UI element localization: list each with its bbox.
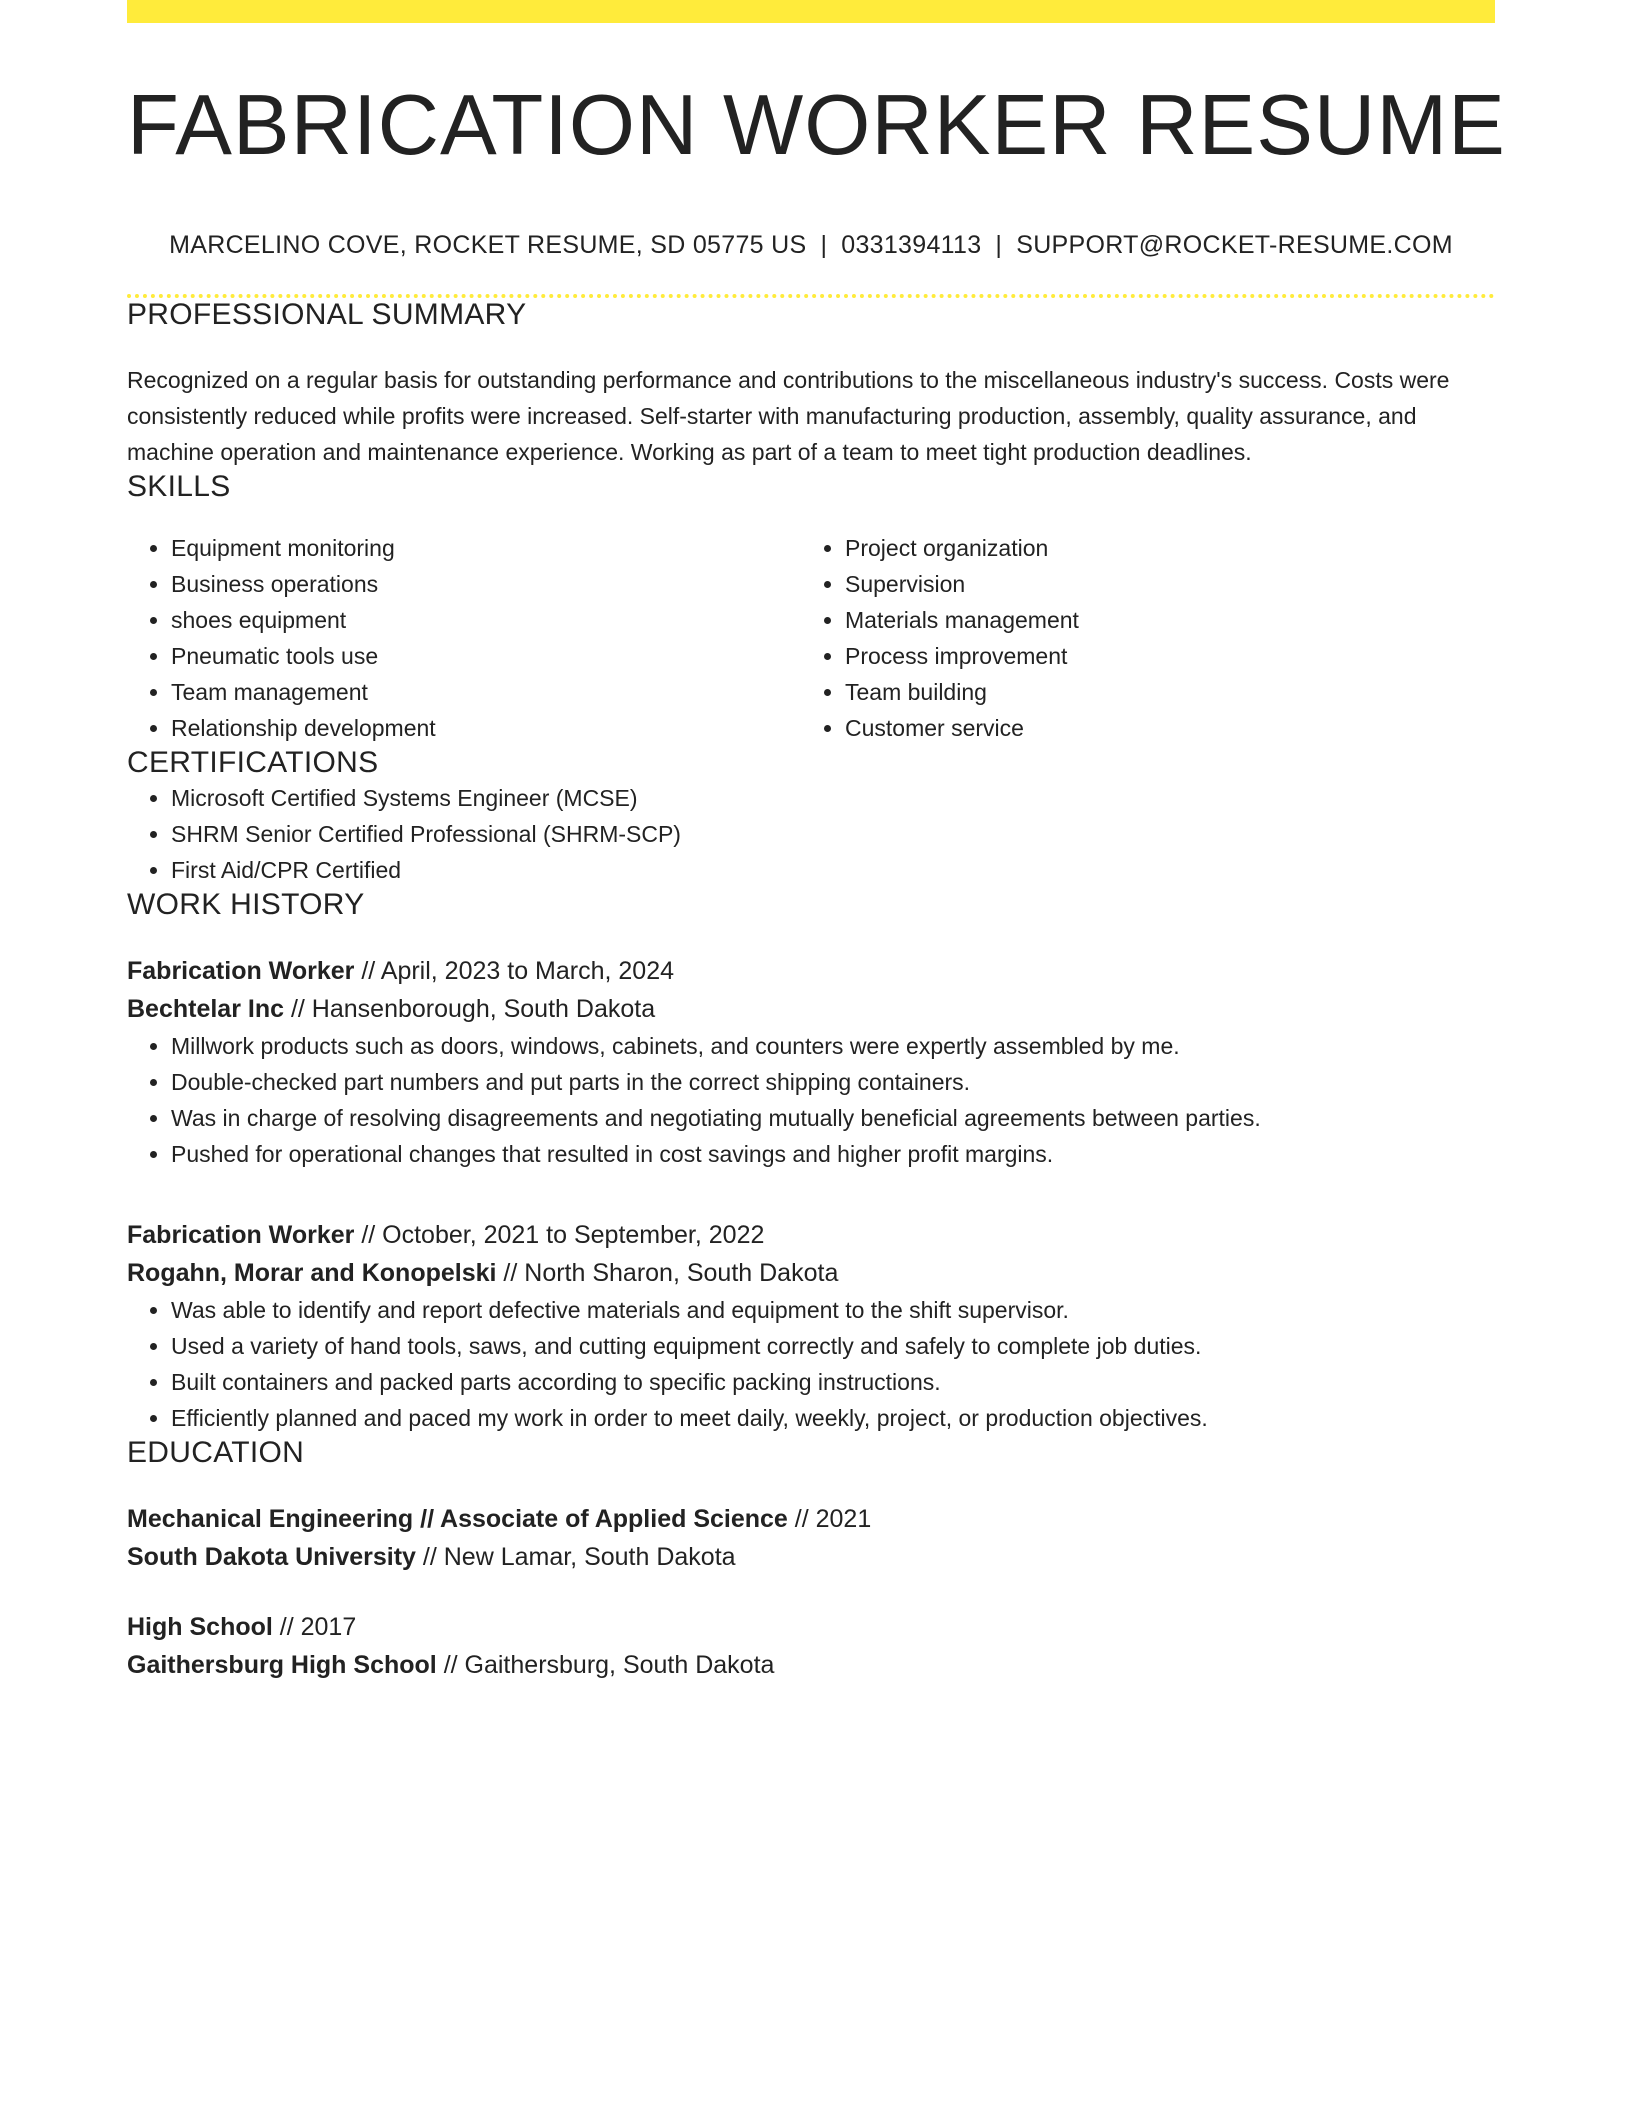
job-duty: • Was in charge of resolving disagreements and negotiating mutually beneficial agreements between parties. xyxy=(171,1100,1495,1136)
job-company: Bechtelar Inc xyxy=(127,994,285,1023)
skill-item: • Team management xyxy=(171,674,801,710)
summary-text: Recognized on a regular basis for outstanding performance and contributions to the miscellaneous industry's success. Costs were consistently reduced while profits were increased. Self-starter with manufacturing production, assembly, quality assurance, and machine operation and maintenance experience. Working as part of a team to meet tight production deadlines. xyxy=(127,366,1450,465)
education-school: Gaithersburg High School xyxy=(127,1650,437,1679)
resume-page xyxy=(127,0,1506,1684)
job-header xyxy=(127,952,1495,1028)
education-location: // Gaithersburg, South Dakota xyxy=(436,1650,775,1679)
education-entry xyxy=(127,1608,1495,1684)
certification-item: • Microsoft Certified Systems Engineer (MCSE) xyxy=(171,780,1495,816)
top-accent-bar xyxy=(127,0,1495,23)
skill-item: • Supervision xyxy=(845,566,1475,602)
job-duty: • Pushed for operational changes that resulted in cost savings and higher profit margins. xyxy=(171,1136,1495,1172)
education-heading: EDUCATION xyxy=(127,1435,305,1469)
contact-email: SUPPORT@ROCKET-RESUME.COM xyxy=(1016,230,1453,259)
job-duty: • Efficiently planned and paced my work in order to meet daily, weekly, project, or production objectives. xyxy=(171,1400,1495,1436)
job-duty: • Millwork products such as doors, windows, cabinets, and counters were expertly assembled by me. xyxy=(171,1028,1495,1064)
contact-phone: 0331394113 xyxy=(841,230,982,259)
contact-separator: | xyxy=(995,230,1003,259)
skill-item: • Project organization xyxy=(845,530,1475,566)
contact-address: MARCELINO COVE, ROCKET RESUME, SD 05775 US xyxy=(169,230,807,259)
job-duty: • Double-checked part numbers and put parts in the correct shipping containers. xyxy=(171,1064,1495,1100)
skill-item: • Business operations xyxy=(171,566,801,602)
job-location: // North Sharon, South Dakota xyxy=(496,1258,839,1287)
skills-list-right xyxy=(801,530,1475,746)
job-header xyxy=(127,1216,1495,1292)
job-entry xyxy=(127,1216,1495,1436)
job-duty: • Built containers and packed parts according to specific packing instructions. xyxy=(171,1364,1495,1400)
skills-list-left xyxy=(127,530,801,746)
job-duty: • Was able to identify and report defective materials and equipment to the shift supervisor. xyxy=(171,1292,1495,1328)
skill-item: • shoes equipment xyxy=(171,602,801,638)
job-duty: • Used a variety of hand tools, saws, and cutting equipment correctly and safely to complete job duties. xyxy=(171,1328,1495,1364)
job-role: Fabrication Worker xyxy=(127,1220,355,1249)
skill-item: • Pneumatic tools use xyxy=(171,638,801,674)
skill-item: • Relationship development xyxy=(171,710,801,746)
job-duties-list xyxy=(127,1292,1495,1436)
education-year: // 2021 xyxy=(787,1504,872,1533)
education-year: // 2017 xyxy=(272,1612,357,1641)
skills-column-right xyxy=(801,530,1475,746)
skill-item: • Materials management xyxy=(845,602,1475,638)
certification-item: • SHRM Senior Certified Professional (SHRM-SCP) xyxy=(171,816,1495,852)
skill-item: • Team building xyxy=(845,674,1475,710)
skill-item: • Equipment monitoring xyxy=(171,530,801,566)
certifications-heading: CERTIFICATIONS xyxy=(127,745,379,779)
skill-item: • Customer service xyxy=(845,710,1475,746)
job-location: // Hansenborough, South Dakota xyxy=(284,994,656,1023)
certifications-list xyxy=(127,780,1495,888)
job-dates: // April, 2023 to March, 2024 xyxy=(354,956,675,985)
job-duties-list xyxy=(127,1028,1495,1172)
education-location: // New Lamar, South Dakota xyxy=(415,1542,736,1571)
contact-separator: | xyxy=(820,230,828,259)
education-degree: High School xyxy=(127,1612,273,1641)
job-company: Rogahn, Morar and Konopelski xyxy=(127,1258,497,1287)
skill-item: • Process improvement xyxy=(845,638,1475,674)
skills-grid xyxy=(127,530,1495,746)
education-school: South Dakota University xyxy=(127,1542,416,1571)
job-entry xyxy=(127,952,1495,1172)
education-degree: Mechanical Engineering // Associate of Applied Science xyxy=(127,1504,788,1533)
work-history-heading: WORK HISTORY xyxy=(127,887,365,921)
certification-item: • First Aid/CPR Certified xyxy=(171,852,1495,888)
skills-heading: SKILLS xyxy=(127,469,231,503)
education-entry xyxy=(127,1500,1495,1576)
contact-line xyxy=(127,231,1495,260)
job-role: Fabrication Worker xyxy=(127,956,355,985)
resume-title: FABRICATION WORKER RESUME xyxy=(127,78,1506,173)
job-dates: // October, 2021 to September, 2022 xyxy=(354,1220,765,1249)
skills-column-left xyxy=(127,530,801,746)
summary-heading: PROFESSIONAL SUMMARY xyxy=(127,297,527,331)
